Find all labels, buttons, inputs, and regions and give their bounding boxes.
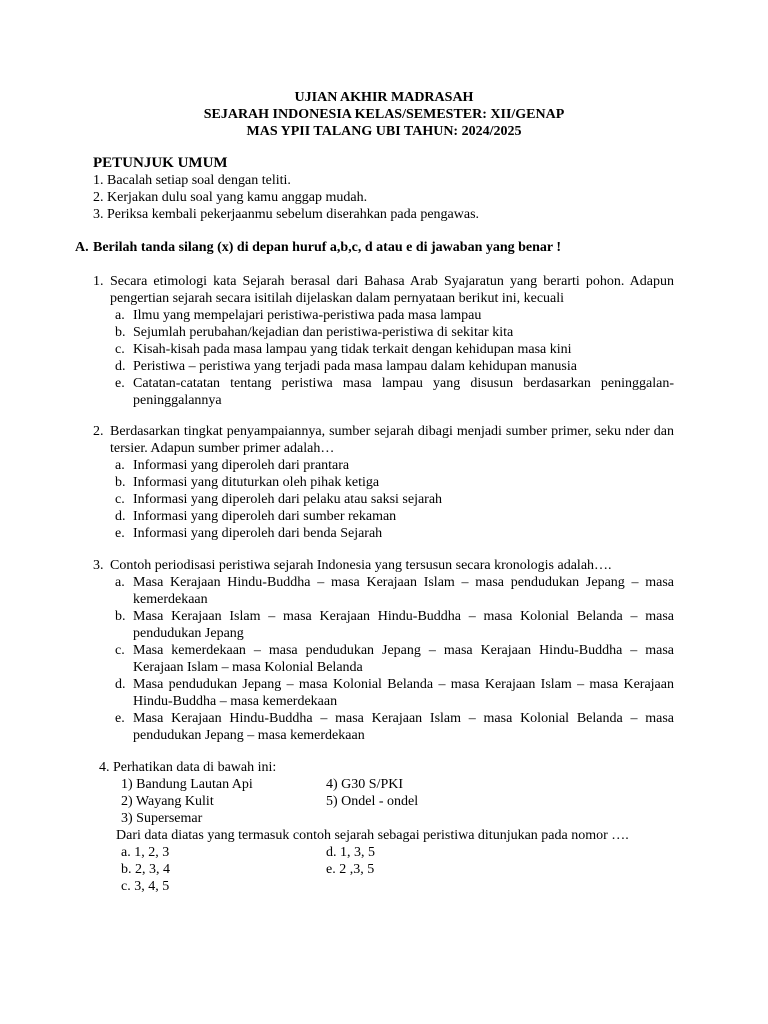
section-a-heading [75,239,685,256]
option-letter: d. [115,359,126,374]
data-item: 4) G30 S/PKI [326,777,404,792]
option-c[interactable] [115,491,674,508]
option-text: Masa pendudukan Jepang – masa Kolonial Belanda – masa Kerajaan Islam – masa Kerajaan Hindu-Buddha – masa kemerdekaan [133,677,674,709]
option-text: Peristiwa – peristiwa yang terjadi pada masa lampau dalam kehidupan manusia [133,359,577,374]
option-a[interactable] [115,307,674,324]
option-text: Informasi yang diperoleh dari pelaku atau saksi sejarah [133,492,443,507]
option-letter: c. [115,492,125,507]
option-e[interactable]: e. 2 ,3, 5 [326,862,375,877]
answer-row [99,844,674,861]
data-row [99,810,674,827]
question-2 [93,423,674,542]
option-b[interactable]: b. 2, 3, 4 [121,862,170,877]
option-e[interactable] [115,375,674,409]
option-a[interactable] [115,574,674,608]
option-b[interactable] [115,474,674,491]
data-item: 1) Bandung Lautan Api [121,777,253,792]
question-text: Berdasarkan tingkat penyampaiannya, sumber sejarah dibagi menjadi sumber primer, seku nder dan tersier. Adapun sumber primer adalah… [110,424,674,456]
option-letter: b. [115,475,126,490]
option-letter: a. [115,308,125,323]
option-list [115,574,674,744]
question-1 [93,273,674,409]
option-d[interactable]: d. 1, 3, 5 [326,845,375,860]
option-b[interactable] [115,608,674,642]
question-text: Perhatikan data di bawah ini: [113,760,277,775]
option-letter: e. [115,711,125,726]
instruction-item: 1. Bacalah setiap soal dengan teliti. [93,173,291,188]
question-number: 4. [99,760,110,775]
option-text: Ilmu yang mempelajari peristiwa-peristiwa pada masa lampau [133,308,482,323]
option-text: Masa Kerajaan Hindu-Buddha – masa Kerajaan Islam – masa pendudukan Jepang – masa kemerdekaan [133,575,674,607]
option-e[interactable] [115,710,674,744]
option-c[interactable] [115,341,674,358]
section-instruction: Berilah tanda silang (x) di depan huruf a,b,c, d atau e di jawaban yang benar ! [93,240,562,255]
option-letter: e. [115,376,125,391]
option-list [115,457,674,542]
data-row [99,793,674,810]
question-prompt: Dari data diatas yang termasuk contoh sejarah sebagai peristiwa ditunjukan pada nomor …. [116,828,629,843]
option-letter: c. [115,643,125,658]
option-c[interactable] [115,642,674,676]
option-letter: b. [115,325,126,340]
option-a[interactable]: a. 1, 2, 3 [121,845,170,860]
option-text: Masa kemerdekaan – masa pendudukan Jepang – masa Kerajaan Hindu-Buddha – masa Kerajaan Islam – masa Kolonial Belanda [133,643,674,675]
answer-row [99,861,674,878]
exam-school: MAS YPII TALANG UBI TAHUN: 2024/2025 [246,124,522,139]
question-number: 1. [93,274,104,289]
section-letter: A. [75,240,89,255]
data-row [99,776,674,793]
question-stem [99,759,674,776]
question-stem [93,273,674,307]
question-text: Secara etimologi kata Sejarah berasal dari Bahasa Arab Syajaratun yang berarti pohon. Adapun pengertian sejarah secara isitilah dijelaskan dalam pernyataan berikut ini, kecuali [110,274,674,306]
option-letter: c. [115,342,125,357]
question-4 [99,759,674,895]
question-3 [93,557,674,744]
exam-title: UJIAN AKHIR MADRASAH [294,90,474,105]
option-text: Informasi yang diperoleh dari benda Sejarah [133,526,383,541]
option-letter: e. [115,526,125,541]
option-letter: a. [115,575,125,590]
instruction-item: 3. Periksa kembali pekerjaanmu sebelum diserahkan pada pengawas. [93,207,480,222]
question-number: 3. [93,558,104,573]
option-text: Masa Kerajaan Hindu-Buddha – masa Kerajaan Islam – masa Kolonial Belanda – masa pendudukan Jepang – masa kemerdekaan [133,711,674,743]
question-text: Contoh periodisasi peristiwa sejarah Indonesia yang tersusun secara kronologis adalah…. [110,558,612,573]
question-stem [93,423,674,457]
option-letter: d. [115,677,126,692]
option-c[interactable]: c. 3, 4, 5 [121,879,170,894]
option-a[interactable] [115,457,674,474]
option-text: Informasi yang dituturkan oleh pihak ketiga [133,475,380,490]
question-number: 2. [93,424,104,439]
option-letter: b. [115,609,126,624]
data-item: 3) Supersemar [121,811,203,826]
option-b[interactable] [115,324,674,341]
option-text: Informasi yang diperoleh dari prantara [133,458,350,473]
option-letter: a. [115,458,125,473]
option-text: Kisah-kisah pada masa lampau yang tidak terkait dengan kehidupan masa kini [133,342,572,357]
data-item [326,810,526,827]
exam-header [0,89,768,140]
option-d[interactable] [115,676,674,710]
instructions-title: PETUNJUK UMUM [93,155,228,171]
option-d[interactable] [115,358,674,375]
option-list [115,307,674,409]
general-instructions [93,154,683,223]
option-text: Catatan-catatan tentang peristiwa masa lampau yang disusun berdasarkan peninggalan-peninggalannya [133,376,674,408]
option-d[interactable] [115,508,674,525]
data-item: 5) Ondel - ondel [326,794,419,809]
option-e[interactable] [115,525,674,542]
answer-row [99,878,674,895]
option-text: Sejumlah perubahan/kejadian dan peristiwa-peristiwa di sekitar kita [133,325,514,340]
empty-cell [326,878,526,895]
option-text: Masa Kerajaan Islam – masa Kerajaan Hindu-Buddha – masa Kolonial Belanda – masa pendudukan Jepang [133,609,674,641]
instruction-item: 2. Kerjakan dulu soal yang kamu anggap mudah. [93,190,368,205]
question-stem [93,557,674,574]
option-letter: d. [115,509,126,524]
data-item: 2) Wayang Kulit [121,794,214,809]
exam-subject: SEJARAH INDONESIA KELAS/SEMESTER: XII/GENAP [203,107,565,122]
option-text: Informasi yang diperoleh dari sumber rekaman [133,509,397,524]
